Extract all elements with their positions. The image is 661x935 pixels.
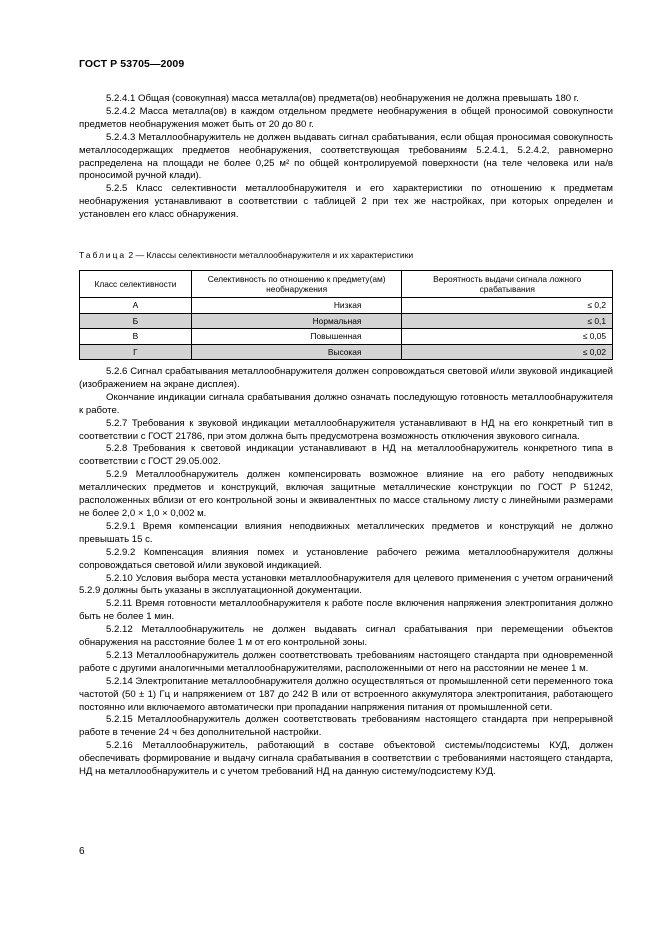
- paragraph-5-2-9-2: 5.2.9.2 Компенсация влияния помех и установление рабочего режима металлообнаружителя должны сопровождаться световой и/или звуковой индикацией.: [79, 546, 613, 571]
- document-header: ГОСТ Р 53705—2009: [79, 58, 185, 70]
- paragraph-5-2-4-2: 5.2.4.2 Масса металла(ов) в каждом отдельном предмете необнаружения в общей проносимой совокупности предметов необнаружения может быть от 20 до 80 г.: [79, 105, 613, 130]
- table-header-row: [80, 271, 613, 298]
- table-cell-selectivity: Нормальная: [191, 313, 402, 329]
- paragraph-5-2-13: 5.2.13 Металлообнаружитель должен соответствовать требованиям настоящего стандарта при одновременной работе с другими аналогичными металлообнаружителями, расположенными от него на расстоянии не менее 1 м.: [79, 649, 613, 674]
- table-cell-class: В: [80, 329, 192, 345]
- table-row: [80, 329, 613, 345]
- paragraph-5-2-16: 5.2.16 Металлообнаружитель, работающий в составе объектовой системы/подсистемы КУД, должен обеспечивать формирование и выдачу сигнала срабатывания в соответствии с требованиями настоящего стандарта, НД на металлообнаружитель и с учетом требований НД на данную систему/подсистему КУД.: [79, 740, 613, 778]
- paragraph-5-2-15: 5.2.15 Металлообнаружитель должен соответствовать требованиям настоящего стандарта при непрерывной работе в течение 24 ч без дополнительной настройки.: [79, 714, 613, 739]
- table-header-probability: Вероятность выдачи сигнала ложного срабатывания: [402, 271, 613, 298]
- selectivity-table: [79, 270, 613, 360]
- page-number: 6: [79, 846, 85, 857]
- table-cell-selectivity: Низкая: [191, 298, 402, 314]
- paragraph-5-2-14: 5.2.14 Электропитание металлообнаружителя должно осуществляться от промышленной сети переменного тока частотой (50 ± 1) Гц и напряжением от 187 до 242 В или от встроенного аккумулятора электропитания, работающего постоянно или включаемого автоматически при пропадании напряжения питания от промышленной сети.: [79, 675, 613, 713]
- paragraph-5-2-9: 5.2.9 Металлообнаружитель должен компенсировать возможное влияние на его работу неподвижных металлических предметов и конструкций, включая защитные металлические конструкции по ГОСТ Р 51242, расположенных вблизи от его контрольной зоны и эквивалентных по массе стальному листу с линейными размерами не более 2,0 × 1,0 × 0,002 м.: [79, 469, 613, 519]
- table-cell-selectivity: Повышенная: [191, 329, 402, 345]
- paragraph-5-2-4-3: 5.2.4.3 Металлообнаружитель не должен выдавать сигнал срабатывания, если общая проносимая совокупность металлосодержащих предметов необнаружения, соответствующая требованиям 5.2.4.1, 5.2.4.2, равномерно распределена на площади не более 0,25 м² по общей контролируемой поверхности (на теле человека или на/в проносимой ручной клади).: [79, 131, 613, 182]
- section-body-bottom: [79, 366, 613, 779]
- table-cell-class: А: [80, 298, 192, 314]
- table-caption-label: Таблица: [79, 250, 126, 260]
- paragraph-5-2-4-1: 5.2.4.1 Общая (совокупная) масса металла(ов) предмета(ов) необнаружения не должна превышать 180 г.: [106, 93, 579, 104]
- table-cell-probability: ≤ 0,2: [402, 298, 613, 314]
- paragraph-5-2-7: 5.2.7 Требования к звуковой индикации металлообнаружителя устанавливают в НД на его конкретный тип в соответствии с ГОСТ 21786, при этом должна быть предусмотрена возможность отключения звукового сигнала.: [79, 417, 613, 442]
- table-cell-probability: ≤ 0,1: [402, 313, 613, 329]
- table-cell-selectivity: Высокая: [191, 344, 402, 360]
- paragraph-5-2-10: 5.2.10 Условия выбора места установки металлообнаружителя для целевого применения с учетом ограничений 5.2.9 должны быть указаны в эксплуатационной документации.: [79, 572, 613, 597]
- table-caption-text: 2 — Классы селективности металлообнаружителя и их характеристики: [128, 250, 414, 260]
- table-header-selectivity: Селективность по отношению к предмету(ам) необнаружения: [191, 271, 402, 298]
- table-row: [80, 298, 613, 314]
- paragraph-5-2-12: 5.2.12 Металлообнаружитель не должен выдавать сигнал срабатывания при перемещении объектов обнаружения на расстояние более 1 м от его контрольной зоны.: [79, 624, 613, 649]
- table-cell-probability: ≤ 0,05: [402, 329, 613, 345]
- paragraph-5-2-11: 5.2.11 Время готовности металлообнаружителя к работе после включения напряжения электропитания должно быть не более 1 мин.: [79, 598, 613, 623]
- section-body-top: [79, 93, 613, 222]
- paragraph-5-2-6: 5.2.6 Сигнал срабатывания металлообнаружителя должен сопровождаться световой и/или звуковой индикацией (изображением на экране дисплея).: [79, 366, 613, 390]
- table-row: [80, 344, 613, 360]
- paragraph-5-2-8: 5.2.8 Требования к световой индикации устанавливают в НД на металлообнаружитель конкретного типа в соответствии с ГОСТ 29.05.002.: [79, 443, 613, 468]
- paragraph-5-2-9-1: 5.2.9.1 Время компенсации влияния неподвижных металлических предметов и конструкций не должно превышать 15 с.: [79, 520, 613, 545]
- table-cell-class: Б: [80, 313, 192, 329]
- paragraph-indication-end: Окончание индикации сигнала срабатывания должно означать последующую готовность металлообнаружителя к работе.: [79, 391, 613, 416]
- table-cell-probability: ≤ 0,02: [402, 344, 613, 360]
- table-caption: [79, 250, 619, 260]
- table-header-class: Класс селективности: [80, 271, 192, 298]
- table-row: [80, 313, 613, 329]
- table-cell-class: Г: [80, 344, 192, 360]
- paragraph-5-2-5: 5.2.5 Класс селективности металлообнаружителя и его характеристики по отношению к предметам необнаружения устанавливают в соответствии с таблицей 2 при тех же настройках, при которых определен и установлен его класс обнаружения.: [79, 183, 613, 221]
